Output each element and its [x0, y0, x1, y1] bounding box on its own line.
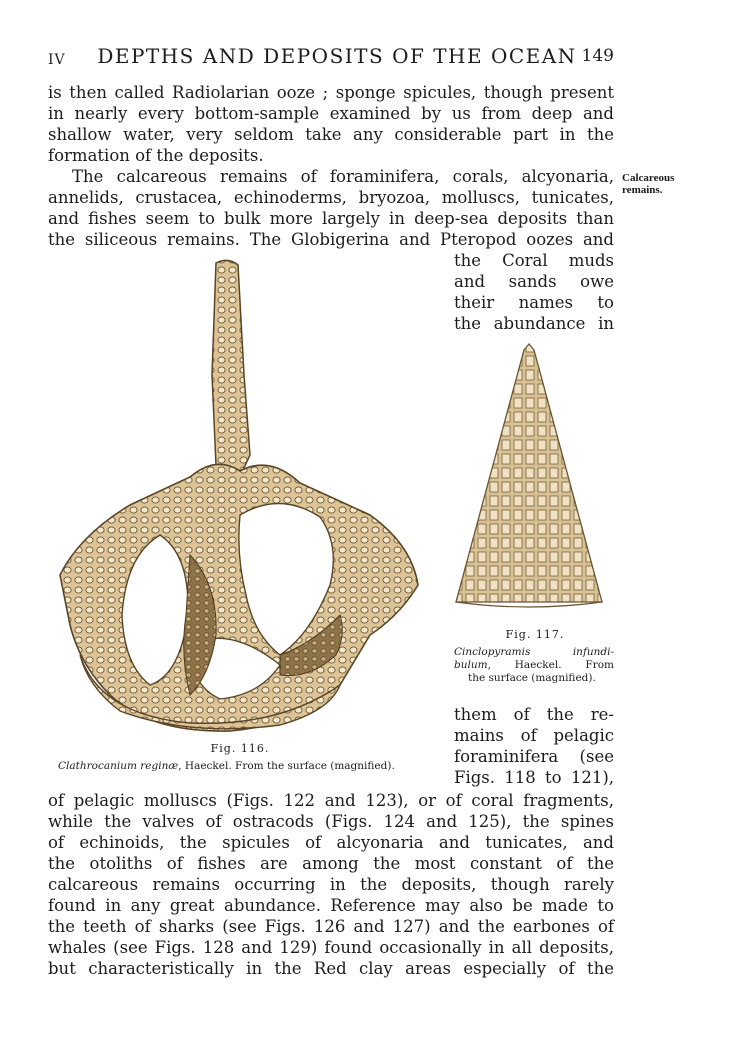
text-line: annelids, crustacea, echinoderms, bryozoa, molluscs, tunicates, — [48, 188, 614, 207]
text-line: in nearly every bottom-sample examined by us from deep and — [48, 104, 614, 123]
figure-117-caption-text: , Haeckel. From — [487, 659, 614, 671]
figure-117-caption — [454, 646, 614, 685]
figure-116-species: Clathrocanium reginæ — [58, 760, 179, 772]
margin-note — [622, 172, 722, 196]
figure-117-cone-illustration — [452, 340, 607, 610]
figure-116-radiolarian-illustration — [40, 255, 425, 735]
figure-117-species-cont: bulum — [454, 659, 488, 671]
text-line: is then called Radiolarian ooze ; sponge spicules, though present — [48, 83, 614, 102]
text-line: found in any great abundance. Reference may also be made to — [48, 896, 614, 915]
margin-note-line: remains. — [622, 184, 663, 196]
text-line: of pelagic molluscs (Figs. 122 and 123), or of coral fragments, — [48, 791, 614, 810]
text-line: but characteristically in the Red clay areas especially of the — [48, 959, 614, 978]
column-line: them of the re- — [454, 705, 614, 724]
text-line: while the valves of ostracods (Figs. 124 and 125), the spines — [48, 812, 614, 831]
running-head — [48, 44, 614, 74]
text-line: whales (see Figs. 128 and 129) found occasionally in all deposits, — [48, 938, 614, 957]
column-line: their names to — [454, 293, 614, 312]
figure-117-caption-text: the surface (magnified). — [468, 672, 596, 684]
column-line: the Coral muds — [454, 251, 614, 270]
column-line: and sands owe — [454, 272, 614, 291]
figure-117-species: Cinclopyramis infundi- — [454, 646, 614, 658]
figure-117-label: Fig. 117. — [505, 628, 565, 641]
text-line: and fishes seem to bulk more largely in deep-sea deposits than — [48, 209, 614, 228]
margin-note-line: Calcareous — [622, 172, 675, 184]
text-line: the siliceous remains. The Globigerina and Pteropod oozes and — [48, 230, 614, 249]
column-line: foraminifera (see — [454, 747, 614, 766]
text-line: calcareous remains occurring in the deposits, though rarely — [48, 875, 614, 894]
text-line: The calcareous remains of foraminifera, corals, alcyonaria, — [72, 167, 614, 186]
text-line: the teeth of sharks (see Figs. 126 and 127) and the earbones of — [48, 917, 614, 936]
column-line: mains of pelagic — [454, 726, 614, 745]
figure-116-label: Fig. 116. — [210, 742, 270, 755]
column-line: the abundance in — [454, 314, 614, 333]
text-line: shallow water, very seldom take any considerable part in the — [48, 125, 614, 144]
chapter-number: IV — [48, 52, 66, 68]
running-title: DEPTHS AND DEPOSITS OF THE OCEAN — [97, 44, 577, 68]
text-line: of echinoids, the spicules of alcyonaria and tunicates, and — [48, 833, 614, 852]
column-line: Figs. 118 to 121), — [454, 768, 614, 787]
figure-116-caption — [58, 760, 428, 773]
page-number: 149 — [581, 46, 614, 66]
text-line: formation of the deposits. — [48, 146, 264, 165]
figure-116-caption-text: , Haeckel. From the surface (magnified). — [178, 760, 395, 772]
text-line: the otoliths of fishes are among the most constant of the — [48, 854, 614, 873]
